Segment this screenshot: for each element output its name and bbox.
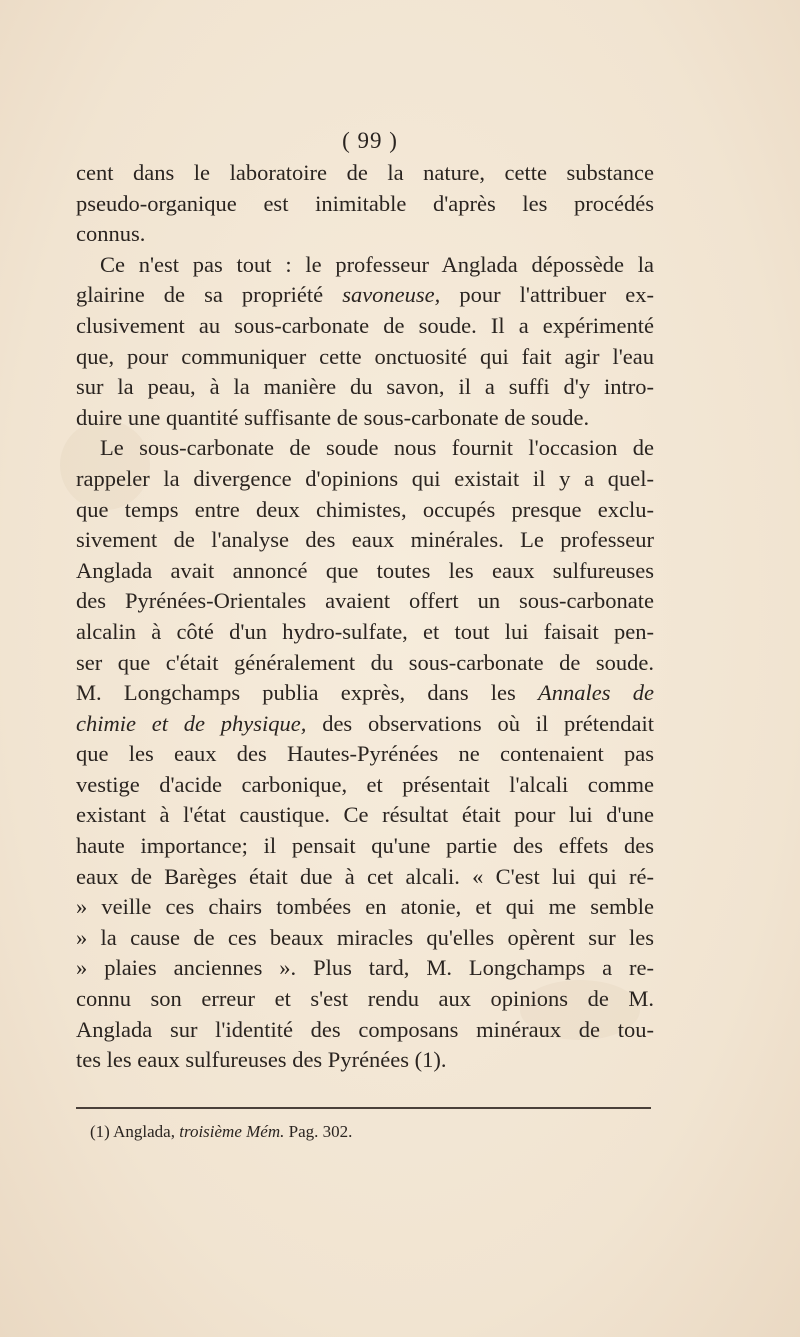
page-number: ( 99 ) <box>342 128 398 153</box>
text-line <box>76 311 654 342</box>
text-line-main: alcalin à côté d'un hydro-sulfate, et tout lui faisait pen- <box>76 618 654 644</box>
text-line-main: clusivement au sous-carbonate de soude. Il a expérimenté <box>76 312 654 338</box>
text-line <box>76 709 654 740</box>
text-line-after: des observations où il prétendait <box>306 710 654 736</box>
text-line-italic: savoneuse, <box>342 282 441 308</box>
body-text <box>76 158 654 1076</box>
text-line-italic: chimie et de physique, <box>76 710 307 736</box>
text-line-main: Ce n'est pas tout : le professeur Anglada dépossède la <box>100 251 654 277</box>
text-line-main: M. Longchamps publia exprès, dans les <box>76 680 539 706</box>
footnote-rule <box>76 1107 651 1109</box>
text-line <box>76 342 654 373</box>
text-line <box>76 250 654 281</box>
text-line <box>76 831 654 862</box>
text-line-main: duire une quantité suffisante de sous-carbonate de soude. <box>76 404 590 430</box>
text-line <box>76 586 654 617</box>
text-line-italic: Annales de <box>538 680 654 706</box>
text-line-main: Le sous-carbonate de soude nous fournit l'occasion de <box>100 435 654 461</box>
footnote <box>90 1122 352 1142</box>
text-line <box>76 1045 654 1076</box>
text-line-main: Anglada sur l'identité des composans minéraux de tou- <box>76 1016 654 1042</box>
text-line <box>76 372 654 403</box>
text-line <box>76 739 654 770</box>
text-line <box>76 189 654 220</box>
text-line-main: existant à l'état caustique. Ce résultat était pour lui d'une <box>76 802 654 828</box>
text-line <box>76 923 654 954</box>
text-line <box>76 403 654 434</box>
text-line-main: que, pour communiquer cette onctuosité qui fait agir l'eau <box>76 343 654 369</box>
text-line-main: » plaies anciennes ». Plus tard, M. Longchamps a re- <box>76 955 654 981</box>
text-line-main: tes les eaux sulfureuses des Pyrénées (1). <box>76 1047 447 1073</box>
text-line <box>76 464 654 495</box>
text-line-after: pour l'attribuer ex- <box>440 282 654 308</box>
text-line-main: eaux de Barèges était due à cet alcali. « C'est lui qui ré- <box>76 863 654 889</box>
text-line-main: sur la peau, à la manière du savon, il a suffi d'y intro- <box>76 374 654 400</box>
text-line-main: des Pyrénées-Orientales avaient offert un sous-carbonate <box>76 588 654 614</box>
footnote-italic: troisième Mém. <box>179 1122 285 1141</box>
text-line-main: » veille ces chairs tombées en atonie, et qui me semble <box>76 894 654 920</box>
footnote-before: (1) Anglada, <box>90 1122 180 1141</box>
text-line <box>76 770 654 801</box>
footnote-after: Pag. 302. <box>284 1122 353 1141</box>
text-line <box>76 678 654 709</box>
text-line-main: Anglada avait annoncé que toutes les eaux sulfureuses <box>76 557 654 583</box>
text-line-main: cent dans le laboratoire de la nature, cette substance <box>76 160 654 185</box>
text-line-main: ser que c'était généralement du sous-carbonate de soude. <box>76 649 654 675</box>
text-line <box>76 648 654 679</box>
text-line <box>76 280 654 311</box>
text-line <box>76 158 654 189</box>
text-line-main: » la cause de ces beaux miracles qu'elles opèrent sur les <box>76 924 654 950</box>
text-line-main: rappeler la divergence d'opinions qui existait il y a quel- <box>76 465 654 491</box>
text-line <box>76 617 654 648</box>
text-line <box>76 953 654 984</box>
text-line-main: sivement de l'analyse des eaux minérales. Le professeur <box>76 527 654 553</box>
text-line-main: connus. <box>76 221 146 247</box>
text-line <box>76 984 654 1015</box>
text-line-main: que temps entre deux chimistes, occupés presque exclu- <box>76 496 654 522</box>
text-line-main: haute importance; il pensait qu'une partie des effets des <box>76 833 654 859</box>
text-line-main: que les eaux des Hautes-Pyrénées ne contenaient pas <box>76 741 654 767</box>
text-line <box>76 219 654 250</box>
text-line-main: pseudo-organique est inimitable d'après les procédés <box>76 190 654 216</box>
text-line <box>76 800 654 831</box>
text-line <box>76 892 654 923</box>
text-line-main: glairine de sa propriété <box>76 282 343 308</box>
text-line <box>76 862 654 893</box>
text-line-main: connu son erreur et s'est rendu aux opinions de M. <box>76 986 654 1012</box>
text-line-main: vestige d'acide carbonique, et présentait l'alcali comme <box>76 771 654 797</box>
text-line <box>76 525 654 556</box>
text-line <box>76 495 654 526</box>
text-line <box>76 556 654 587</box>
text-line <box>76 433 654 464</box>
text-line <box>76 1015 654 1046</box>
